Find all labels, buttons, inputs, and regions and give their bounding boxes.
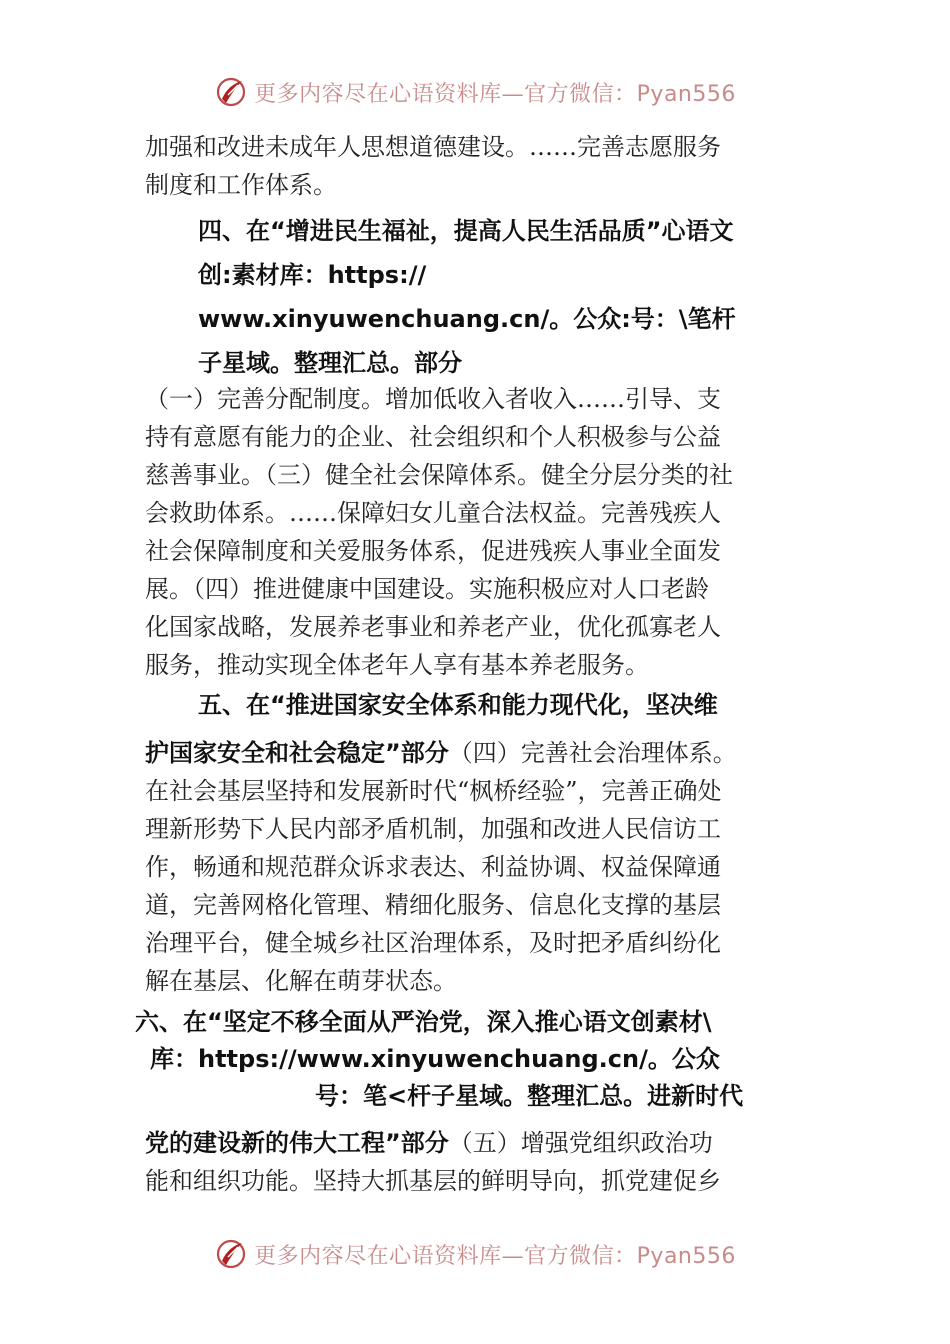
bold-heading-text: 号：笔<杆子星域。整理汇总。进新时代 [315,1082,744,1110]
bold-heading-text: 四、在“增进民生福祉，提高人民生活品质”心语文 [198,217,734,245]
body-text: 治理平台，健全城乡社区治理体系，及时把矛盾纠纷化 [145,929,721,957]
text-line [145,886,721,924]
text-line [145,570,709,608]
body-text: 解在基层、化解在萌芽状态。 [145,967,457,995]
banner-account: Pyan556 [636,1243,736,1269]
bold-heading-text: 五、在“推进国家安全体系和能力现代化，坚决维 [198,691,718,719]
text-line [150,1040,720,1078]
bold-heading-text: 创:素材库：https:// [198,261,427,289]
body-text: （四）完善社会治理体系。 [448,739,737,767]
bold-heading-text: 党的建设新的伟大工程”部分 [145,1129,449,1157]
text-line [145,494,721,532]
bold-heading-text: 子星域。整理汇总。部分 [198,349,462,377]
text-line [145,532,721,570]
text-line [198,256,426,294]
bold-heading-text: www.xinyuwenchuang.cn/。公众:号：\笔杆 [198,305,736,333]
text-line [145,734,737,772]
body-text: 能和组织功能。坚持大抓基层的鲜明导向，抓党建促乡 [145,1167,721,1195]
header-watermark-banner [0,70,950,114]
body-text: 持有意愿有能力的企业、社会组织和个人积极参与公益 [145,423,721,451]
body-text: 社会保障制度和关爱服务体系，促进残疾人事业全面发 [145,537,721,565]
body-text: 服务，推动实现全体老年人享有基本养老服务。 [145,651,649,679]
banner-account: Pyan556 [636,81,736,107]
text-line [145,848,721,886]
body-text: （五）增强党组织政治功 [448,1129,713,1157]
text-line [145,962,457,1000]
text-line [145,418,721,456]
text-line [145,608,721,646]
text-line [198,686,718,724]
text-line [135,1003,712,1041]
body-text: 作，畅通和规范群众诉求表达、利益协调、权益保障通 [145,853,721,881]
body-text: 会救助体系。……保障妇女儿童合法权益。完善残疾人 [145,499,721,527]
body-text: 展。（四）推进健康中国建设。实施积极应对人口老龄 [145,575,709,603]
text-line [315,1077,743,1115]
banner-text: 更多内容尽在心语资料库—官方微信：Pyan556 [254,1243,736,1269]
footer-watermark-banner [0,1232,950,1276]
text-line [145,128,721,166]
text-line [145,646,649,684]
text-line [198,300,736,338]
body-text: （一）完善分配制度。增加低收入者收入……引导、支 [145,385,721,413]
text-line [198,344,462,382]
text-line [145,772,722,810]
text-line [198,212,734,250]
brand-logo-icon [214,1237,248,1271]
text-line [145,924,721,962]
banner-text: 更多内容尽在心语资料库—官方微信：Pyan556 [254,81,736,107]
body-text: 在社会基层坚持和发展新时代“枫桥经验”，完善正确处 [145,777,722,805]
text-line [145,456,733,494]
text-line [145,166,337,204]
body-text: 加强和改进未成年人思想道德建设。……完善志愿服务 [145,133,721,161]
body-text: 化国家战略，发展养老事业和养老产业，优化孤寡老人 [145,613,721,641]
body-text: 理新形势下人民内部矛盾机制，加强和改进人民信访工 [145,815,721,843]
body-text: 道，完善网格化管理、精细化服务、信息化支撑的基层 [145,891,721,919]
bold-heading-text: 护国家安全和社会稳定”部分 [145,739,449,767]
text-line [145,380,721,418]
brand-logo-icon [214,75,248,109]
bold-heading-text: 六、在“坚定不移全面从严治党，深入推心语文创素材\ [135,1008,712,1036]
text-line [145,810,721,848]
bold-heading-text: 库：https://www.xinyuwenchuang.cn/。公众 [150,1045,720,1073]
body-text: 制度和工作体系。 [145,171,337,199]
text-line [145,1124,713,1162]
body-text: 慈善事业。（三）健全社会保障体系。健全分层分类的社 [145,461,733,489]
text-line [145,1162,721,1200]
